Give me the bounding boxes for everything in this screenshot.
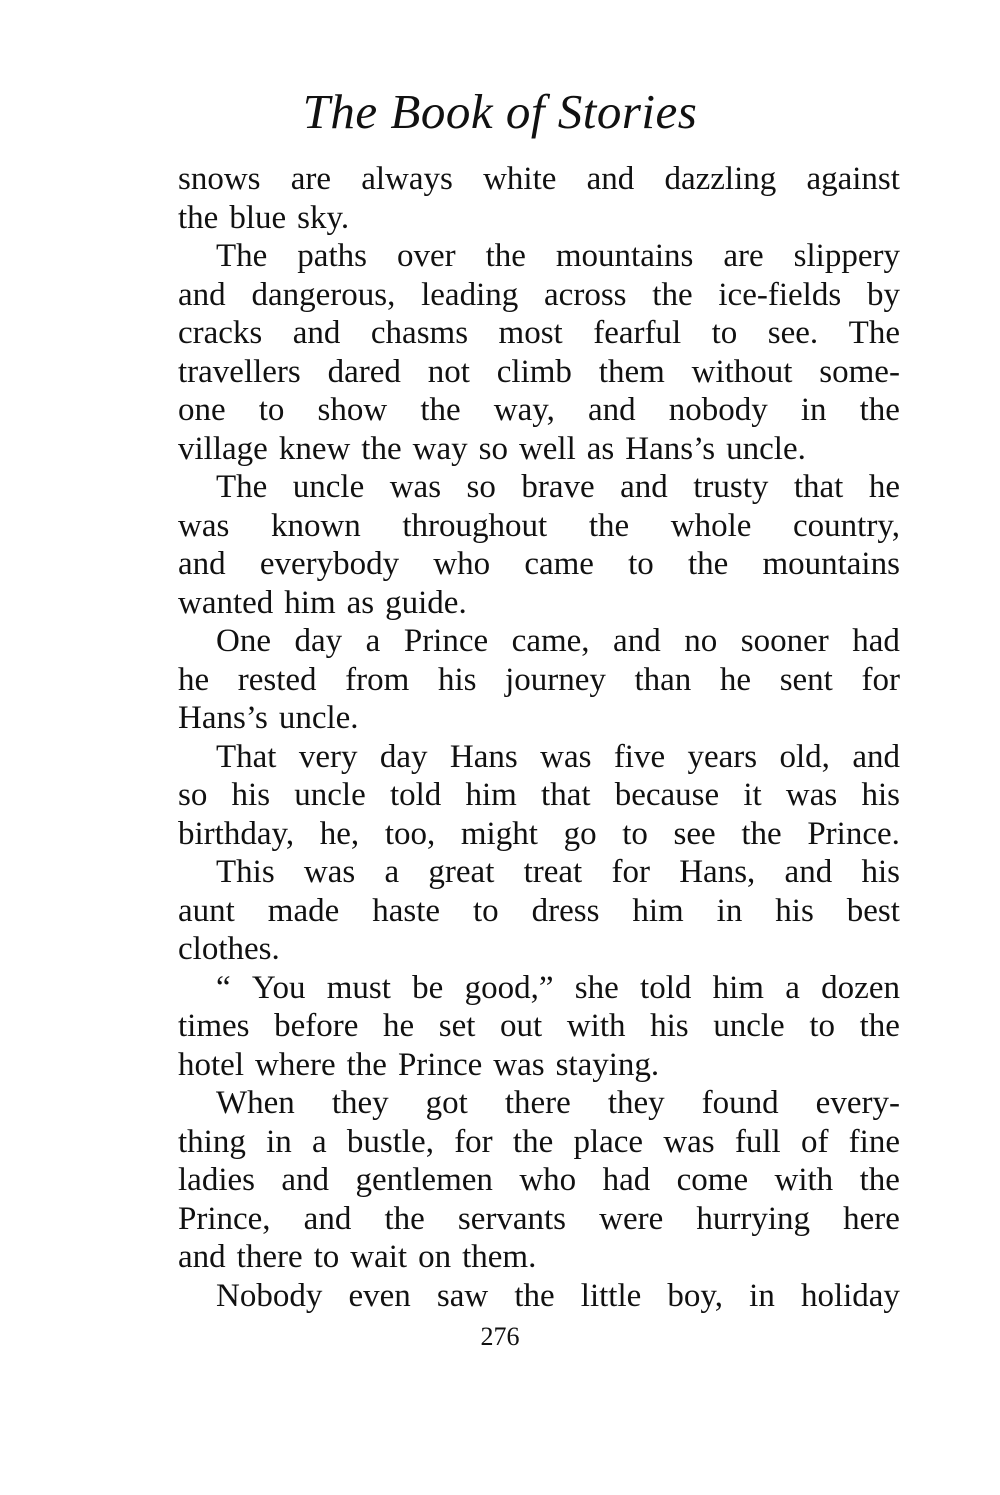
- text-line: Nobody even saw the little boy, in holiday: [216, 1277, 900, 1314]
- text-line: hotel where the Prince was staying.: [178, 1046, 660, 1083]
- text-line: That very day Hans was five years old, and: [216, 738, 900, 775]
- text-line: was known throughout the whole country,: [178, 507, 900, 544]
- text-line: travellers dared not climb them without some-: [178, 353, 900, 390]
- text-line: aunt made haste to dress him in his best: [178, 892, 900, 929]
- text-line: Prince, and the servants were hurrying here: [178, 1200, 900, 1237]
- text-line: and everybody who came to the mountains: [178, 546, 900, 582]
- text-line: “ You must be good,” she told him a dozen: [216, 969, 900, 1006]
- text-line: cracks and chasms most fearful to see. The: [178, 315, 900, 351]
- text-line: One day a Prince came, and no sooner had: [216, 623, 900, 659]
- text-line: The paths over the mountains are slippery: [216, 238, 900, 274]
- text-line: wanted him as guide.: [178, 584, 467, 621]
- text-line: The uncle was so brave and trusty that he: [216, 469, 900, 505]
- text-line: clothes.: [178, 931, 280, 967]
- text-line: snows are always white and dazzling against: [178, 161, 900, 197]
- text-line: This was a great treat for Hans, and his: [216, 854, 900, 890]
- text-line: one to show the way, and nobody in the: [178, 392, 900, 428]
- text-line: times before he set out with his uncle to the: [178, 1008, 900, 1044]
- page-number: 276: [480, 1322, 520, 1351]
- running-head: The Book of Stories: [302, 84, 698, 139]
- text-line: When they got there they found every-: [216, 1085, 900, 1121]
- text-line: and there to wait on them.: [178, 1239, 537, 1275]
- text-line: so his uncle told him that because it was his: [178, 777, 900, 813]
- text-line: Hans’s uncle.: [178, 700, 359, 736]
- text-line: he rested from his journey than he sent for: [178, 661, 900, 698]
- text-line: birthday, he, too, might go to see the Prince.: [178, 815, 900, 852]
- text-line: ladies and gentlemen who had come with the: [178, 1162, 900, 1198]
- text-line: village knew the way so well as Hans’s uncle.: [178, 430, 806, 467]
- text-line: thing in a bustle, for the place was full of fine: [178, 1123, 900, 1160]
- text-line: the blue sky.: [178, 199, 350, 236]
- body-text: [178, 160, 900, 1315]
- text-line: and dangerous, leading across the ice-fields by: [178, 276, 900, 313]
